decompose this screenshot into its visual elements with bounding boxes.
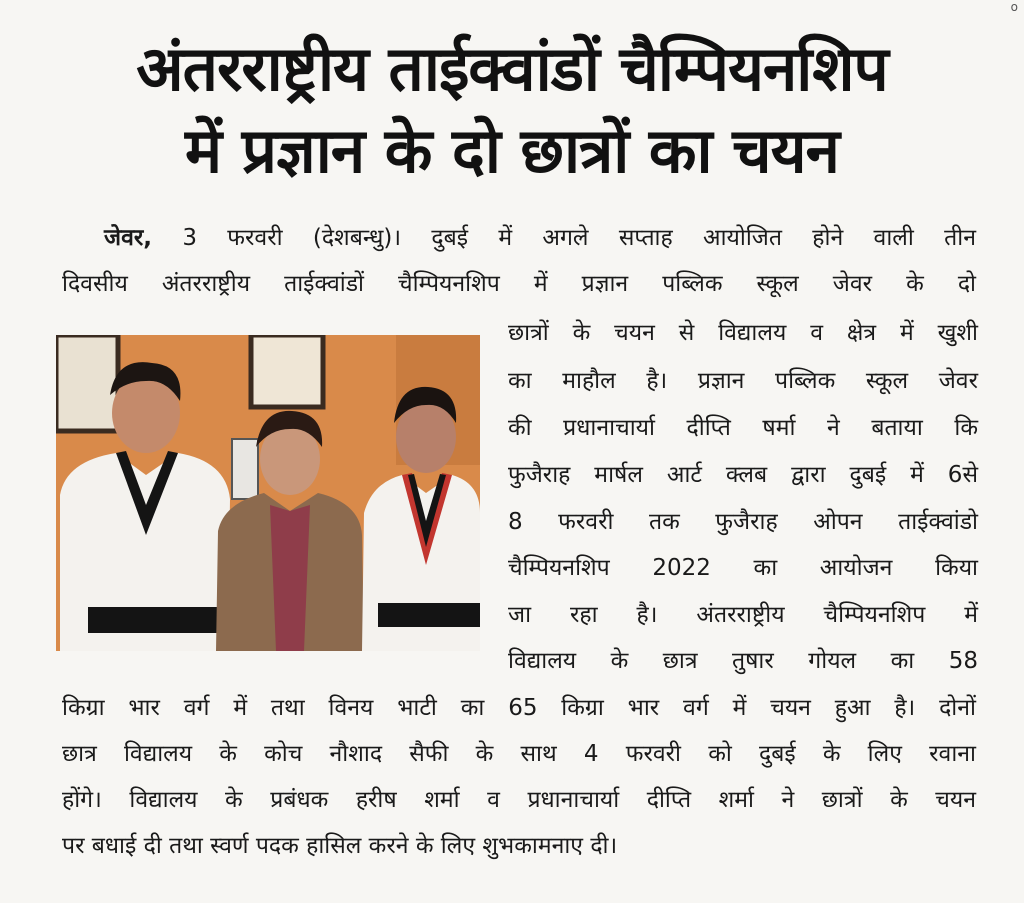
column-line: जा रहा है। अंतरराष्ट्रीय चैम्पियनशिप में: [508, 602, 978, 628]
student-right-belt: [378, 603, 480, 627]
column-line: छात्रों के चयन से विद्यालय व क्षेत्र में खुशी: [508, 320, 978, 346]
headline-line-2: में प्रज्ञान के दो छात्रों का चयन: [185, 114, 839, 187]
article-line-2: दिवसीय अंतरराष्ट्रीय ताईक्वांडों चैम्पियनशिप में प्रज्ञान पब्लिक स्कूल जेवर के दो: [62, 271, 976, 297]
article-line-1-text: 3 फरवरी (देशबन्धु)। दुबई में अगले सप्ताह आयोजित होने वाली तीन: [152, 225, 976, 251]
headline-line-1: अंतरराष्ट्रीय ताईक्वांडों चैम्पियनशिप: [136, 32, 888, 105]
column-line: फुजैराह मार्षल आर्ट क्लब द्वारा दुबई में 6से: [508, 462, 978, 488]
column-line: का माहौल है। प्रज्ञान पब्लिक स्कूल जेवर: [508, 368, 978, 394]
article-line-full: किग्रा भार वर्ग में तथा विनय भाटी का 65 किग्रा भार वर्ग में चयन हुआ है। दोनों: [62, 695, 976, 721]
corner-mark: o: [1010, 0, 1018, 14]
column-line: की प्रधानाचार्या दीप्ति षर्मा ने बताया कि: [508, 415, 978, 441]
wall-switch: [232, 439, 258, 499]
dateline: जेवर,: [104, 225, 152, 251]
article-photo: [56, 335, 480, 651]
student-left-belt: [88, 607, 228, 633]
principal-saree: [270, 505, 310, 651]
article-line-full: होंगे। विद्यालय के प्रबंधक हरीष शर्मा व प्रधानाचार्या दीप्ति शर्मा ने छात्रों के चयन: [62, 787, 976, 813]
article-line-full: पर बधाई दी तथा स्वर्ण पदक हासिल करने के लिए शुभकामनाए दी।: [62, 833, 618, 859]
wall-frame-left: [56, 335, 118, 431]
column-line: 8 फरवरी तक फुजैराह ओपन ताईक्वांडो: [508, 509, 978, 535]
column-line: विद्यालय के छात्र तुषार गोयल का 58: [508, 648, 978, 674]
article-line-1: [62, 223, 976, 253]
column-line: चैम्पियनशिप 2022 का आयोजन किया: [508, 555, 978, 581]
photo-illustration: [56, 335, 480, 651]
article-line-full: छात्र विद्यालय के कोच नौशाद सैफी के साथ 4 फरवरी को दुबई के लिए रवाना: [62, 741, 976, 767]
wall-frame-center: [251, 335, 323, 407]
